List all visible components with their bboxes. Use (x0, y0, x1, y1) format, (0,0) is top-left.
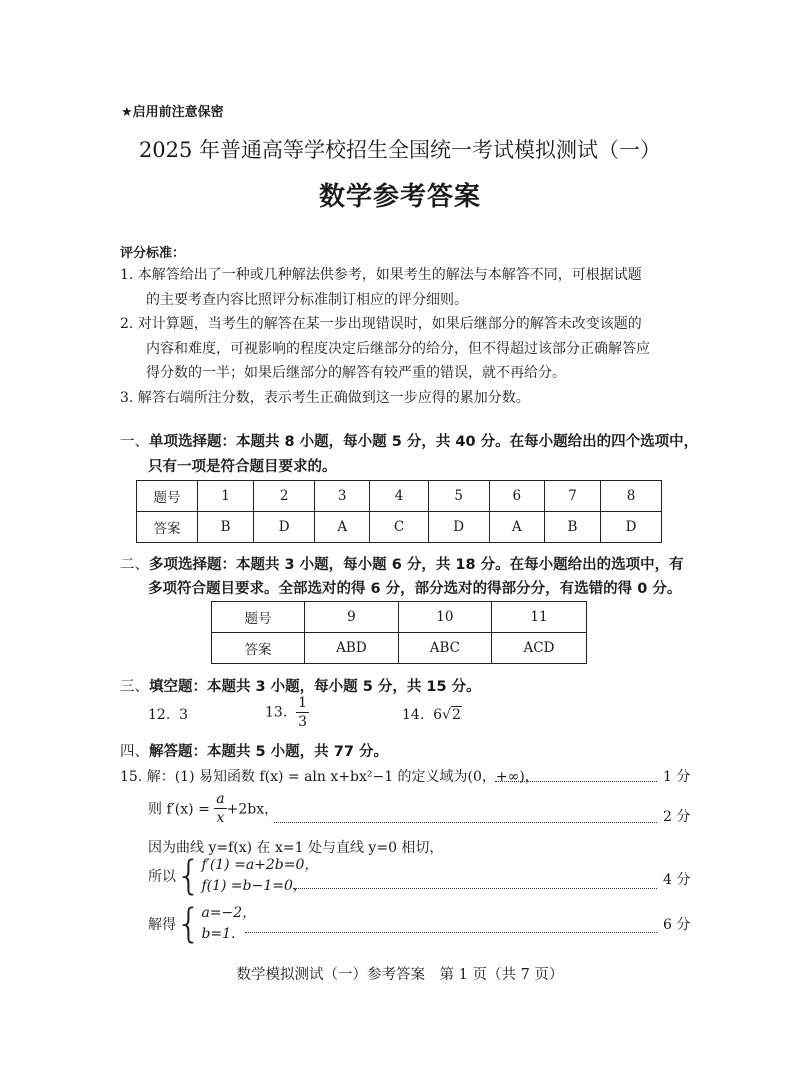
answer-cell: D (428, 512, 489, 543)
q15-step-5 (148, 903, 256, 945)
section-2-heading (120, 553, 684, 574)
criteria-item: 1. 本解答给出了一种或几种解法供参考，如果考生的解法与本解答不同，可根据试题 (120, 267, 642, 283)
answer-12 (148, 707, 188, 723)
answer-cell: ACD (491, 633, 586, 664)
answer-cell: A (489, 512, 544, 543)
equation-system (201, 855, 318, 897)
question-number: 6 (489, 481, 544, 512)
dotted-leader (495, 781, 657, 782)
question-number: 1 (198, 481, 254, 512)
section-2-heading-cont: 多项符合题目要求。全部选对的得 6 分，部分选对的得部分分，有选错的得 0 分。 (148, 581, 682, 597)
section-3-heading (120, 675, 481, 696)
section-1-heading (120, 430, 698, 451)
question-number: 9 (305, 602, 399, 633)
equation: f(1) =b−1=0， (201, 878, 307, 894)
answer-13-label: 13. (265, 704, 288, 721)
section-2-prefix: 二、 (120, 557, 149, 573)
derivative-denominator: x (216, 810, 225, 826)
answer-cell: D (254, 512, 315, 543)
answer-14-coef: 6 (433, 707, 443, 723)
score-mark: 1 分 (663, 769, 691, 785)
question-number: 2 (254, 481, 315, 512)
single-choice-answer-table (136, 480, 662, 543)
derivative-numerator: a (216, 791, 225, 807)
section-3-text: 填空题：本题共 3 小题，每小题 5 分，共 15 分。 (149, 679, 481, 695)
answer-cell: ABC (398, 633, 491, 664)
dotted-leader (245, 932, 657, 933)
q15-step-1: 15. 解：(1) 易知函数 f(x) = aln x+bx²−1 的定义域为(0，+∞)， (120, 769, 539, 785)
section-3-prefix: 三、 (120, 679, 149, 695)
q15-step-3: 因为曲线 y=f(x) 在 x=1 处与直线 y=0 相切， (148, 840, 444, 856)
answer-cell: D (601, 512, 662, 543)
section-4-prefix: 四、 (120, 744, 149, 760)
row-label: 答案 (137, 512, 198, 543)
answer-13 (265, 694, 309, 731)
answer-cell: C (370, 512, 428, 543)
answer-cell: ABD (305, 633, 399, 664)
step-4-prefix: 所以 (148, 869, 176, 885)
multi-choice-answer-table (211, 601, 587, 664)
brace-symbol: { (176, 853, 202, 899)
score-mark: 4 分 (663, 872, 691, 888)
answer-cell: A (315, 512, 370, 543)
question-number: 8 (601, 481, 662, 512)
criteria-heading: 评分标准： (120, 246, 186, 261)
answer-12-value: 3 (179, 707, 189, 723)
sqrt-sign: √ (442, 707, 452, 723)
table-row (137, 481, 662, 512)
derivative-lhs: 则 f′(x) = (148, 801, 210, 818)
section-4-text: 解答题：本题共 5 小题，共 77 分。 (149, 744, 388, 760)
answer-13-fraction (296, 694, 309, 731)
question-number: 11 (491, 602, 586, 633)
answer-14-label: 14. (402, 707, 425, 723)
criteria-item: 3. 解答右端所注分数，表示考生正确做到这一步应得的累加分数。 (120, 390, 530, 406)
brace-symbol: { (176, 901, 202, 947)
equation: b=1. (201, 926, 236, 942)
question-number: 3 (315, 481, 370, 512)
answer-12-label: 12. (148, 707, 171, 723)
q15-step-4 (148, 855, 318, 897)
q15-step-2 (148, 790, 278, 827)
question-number: 4 (370, 481, 428, 512)
answer-14-radicand: 2 (452, 707, 461, 723)
section-4-heading (120, 740, 388, 761)
table-row (212, 633, 587, 664)
table-row (212, 602, 587, 633)
score-mark: 6 分 (663, 917, 691, 933)
dotted-leader (293, 888, 657, 889)
row-label: 答案 (212, 633, 305, 664)
table-row (137, 512, 662, 543)
confidential-notice: ★启用前注意保密 (121, 105, 224, 120)
solution-system (201, 903, 256, 945)
document-title: 数学参考答案 (318, 182, 481, 212)
row-label: 题号 (137, 481, 198, 512)
answer-13-denominator: 3 (298, 714, 308, 730)
exam-title: 2025 年普通高等学校招生全国统一考试模拟测试（一） (138, 138, 662, 162)
derivative-rhs: +2bx， (226, 801, 279, 818)
criteria-item: 2. 对计算题，当考生的解答在某一步出现错误时，如果后继部分的解答未改变该题的 (120, 316, 642, 332)
question-number: 7 (544, 481, 600, 512)
row-label: 题号 (212, 602, 305, 633)
derivative-fraction (214, 790, 226, 827)
section-1-prefix: 一、 (120, 434, 149, 450)
equation: a=−2， (201, 905, 257, 921)
criteria-item: 得分数的一半；如果后继部分的解答有较严重的错误，就不再给分。 (146, 365, 566, 381)
criteria-item: 内容和难度，可视影响的程度决定后继部分的给分，但不得超过该部分正确解答应 (146, 341, 650, 357)
answer-cell: B (198, 512, 254, 543)
step-5-prefix: 解得 (148, 917, 176, 933)
section-1-text: 单项选择题：本题共 8 小题，每小题 5 分，共 40 分。在每小题给出的四个选项中， (149, 434, 699, 450)
question-number: 5 (428, 481, 489, 512)
section-2-text: 多项选择题：本题共 3 小题，每小题 6 分，共 18 分。在每小题给出的选项中，有 (149, 557, 684, 573)
question-number: 10 (398, 602, 491, 633)
section-1-heading-cont: 只有一项是符合题目要求的。 (148, 459, 337, 475)
answer-cell: B (544, 512, 600, 543)
score-mark: 2 分 (663, 809, 691, 825)
equation: f′(1) =a+2b=0， (201, 857, 319, 873)
criteria-item: 的主要考查内容比照评分标准制订相应的评分细则。 (146, 292, 468, 308)
answer-13-numerator: 1 (298, 695, 308, 711)
answer-14 (402, 707, 462, 723)
page-footer: 数学模拟测试（一）参考答案 第 1 页（共 7 页） (236, 967, 564, 983)
dotted-leader (274, 822, 657, 823)
